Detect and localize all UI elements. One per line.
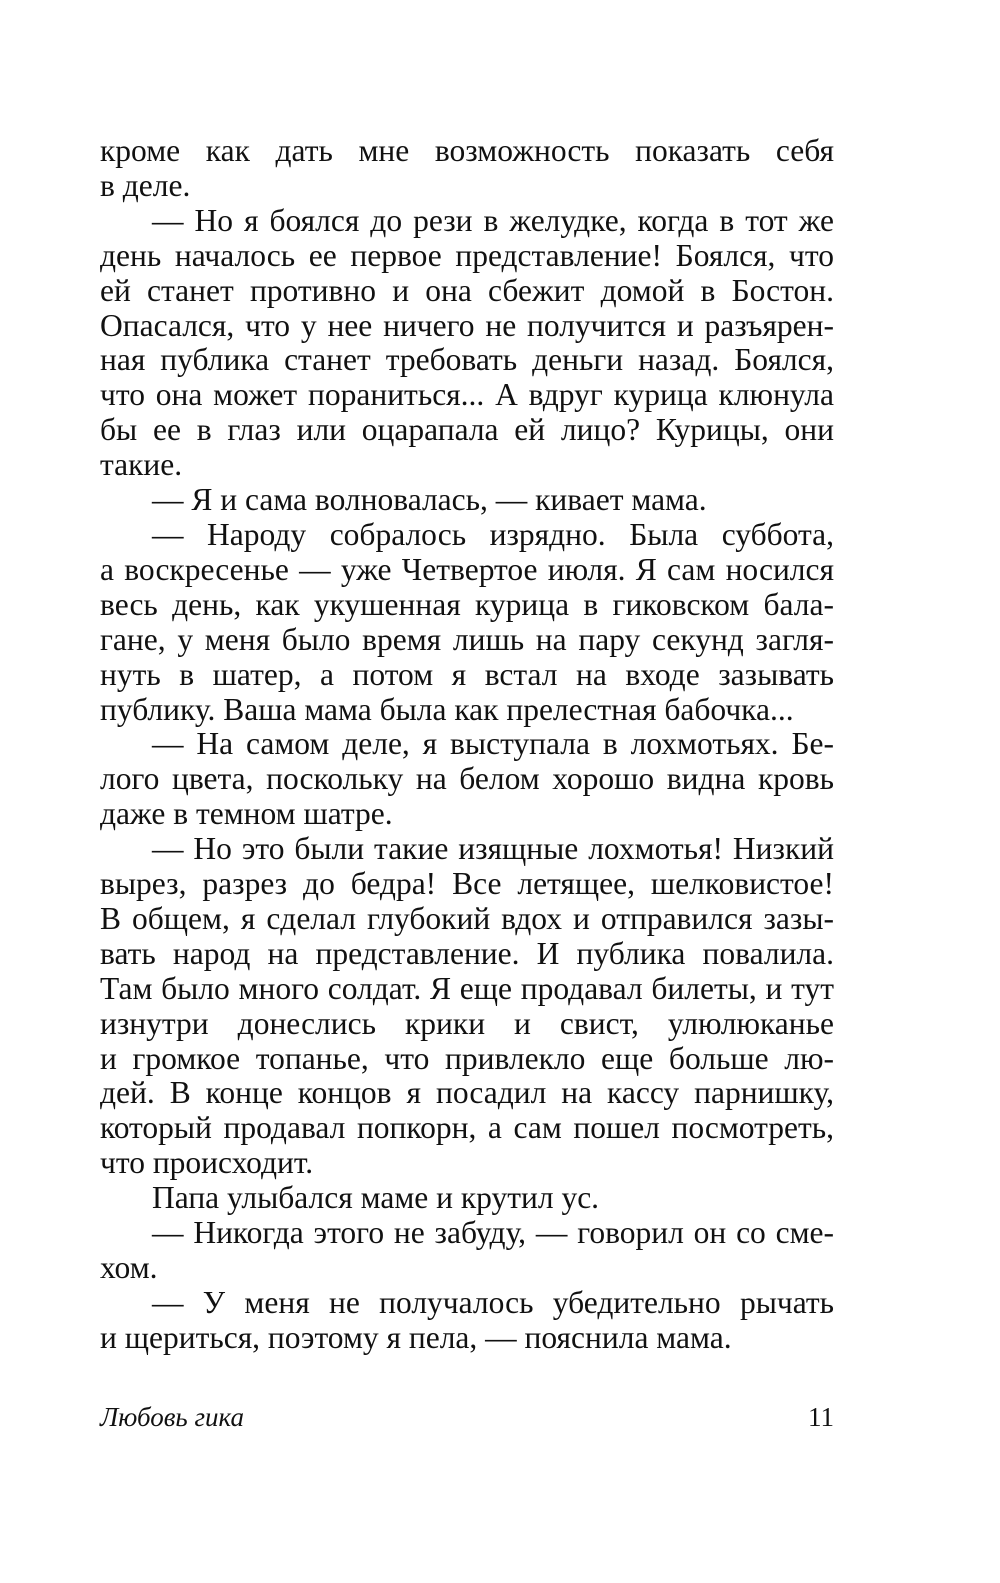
paragraph xyxy=(100,134,834,204)
text-line: — У меня не получалось убедительно рычать xyxy=(152,1284,834,1320)
text-line: день началось ее первое представление! Боялся, что xyxy=(100,237,834,273)
text-line: — На самом деле, я выступала в лохмотьях. Бе- xyxy=(152,726,834,762)
text-line: нуть в шатер, а потом я встал на входе зазывать xyxy=(100,656,834,692)
text-line: а воскресенье — уже Четвертое июля. Я сам носился xyxy=(100,551,834,587)
text-line: — Я и сама волновалась, — кивает мама. xyxy=(152,482,707,518)
page-footer xyxy=(100,1402,834,1442)
text-line: Папа улыбался маме и крутил ус. xyxy=(152,1180,600,1216)
text-line: в деле. xyxy=(100,167,191,203)
text-line: изнутри донеслись крики и свист, улюлюканье xyxy=(100,1005,834,1041)
paragraph xyxy=(100,518,834,727)
paragraph xyxy=(100,727,834,832)
paragraph xyxy=(100,1286,834,1356)
text-line: — Но я боялся до рези в желудке, когда в тот же xyxy=(152,202,834,238)
text-line: лого цвета, поскольку на белом хорошо видна кровь xyxy=(100,761,834,797)
text-line: и щериться, поэтому я пела, — пояснила мама. xyxy=(100,1319,732,1355)
page-number: 11 xyxy=(808,1402,834,1432)
text-line: бы ее в глаз или оцарапала ей лицо? Курицы, они xyxy=(100,412,834,448)
paragraph xyxy=(100,1216,834,1286)
text-line: такие. xyxy=(100,447,183,483)
text-line: даже в темном шатре. xyxy=(100,796,393,832)
body-text xyxy=(100,134,834,1356)
text-line: который продавал попкорн, а сам пошел посмотреть, xyxy=(100,1110,834,1146)
text-line: кроме как дать мне возможность показать себя xyxy=(100,133,834,168)
text-line: публику. Ваша мама была как прелестная бабочка... xyxy=(100,691,794,727)
paragraph xyxy=(100,483,834,518)
text-line: весь день, как укушенная курица в гиковском бала- xyxy=(100,586,834,622)
paragraph xyxy=(100,1181,834,1216)
text-line: что она может пораниться... А вдруг курица клюнула xyxy=(100,377,834,413)
text-line: хом. xyxy=(100,1250,158,1285)
text-line: Там было много солдат. Я еще продавал билеты, и тут xyxy=(100,970,834,1006)
running-title: Любовь гика xyxy=(100,1402,244,1432)
paragraph xyxy=(100,204,834,483)
text-line: Опасался, что у нее ничего не получится и разъярен- xyxy=(100,307,834,343)
text-line: вать народ на представление. И публика повалила. xyxy=(100,935,834,971)
text-line: — Но это были такие изящные лохмотья! Низкий xyxy=(152,831,834,867)
text-line: ная публика станет требовать деньги назад. Боялся, xyxy=(100,342,834,378)
paragraph xyxy=(100,832,834,1181)
text-line: В общем, я сделал глубокий вдох и отправился зазы- xyxy=(100,900,834,936)
text-line: — Никогда этого не забуду, — говорил он со сме- xyxy=(152,1215,834,1251)
text-line: гане, у меня было время лишь на пару секунд загля- xyxy=(100,621,834,657)
text-line: дей. В конце концов я посадил на кассу парнишку, xyxy=(100,1075,834,1111)
text-line: — Народу собралось изрядно. Была суббота, xyxy=(152,516,834,552)
text-line: что происходит. xyxy=(100,1145,314,1181)
text-line: вырез, разрез до бедра! Все летящее, шелковистое! xyxy=(100,866,834,902)
text-line: и громкое топанье, что привлекло еще больше лю- xyxy=(100,1040,834,1076)
text-line: ей станет противно и она сбежит домой в Бостон. xyxy=(100,272,834,308)
